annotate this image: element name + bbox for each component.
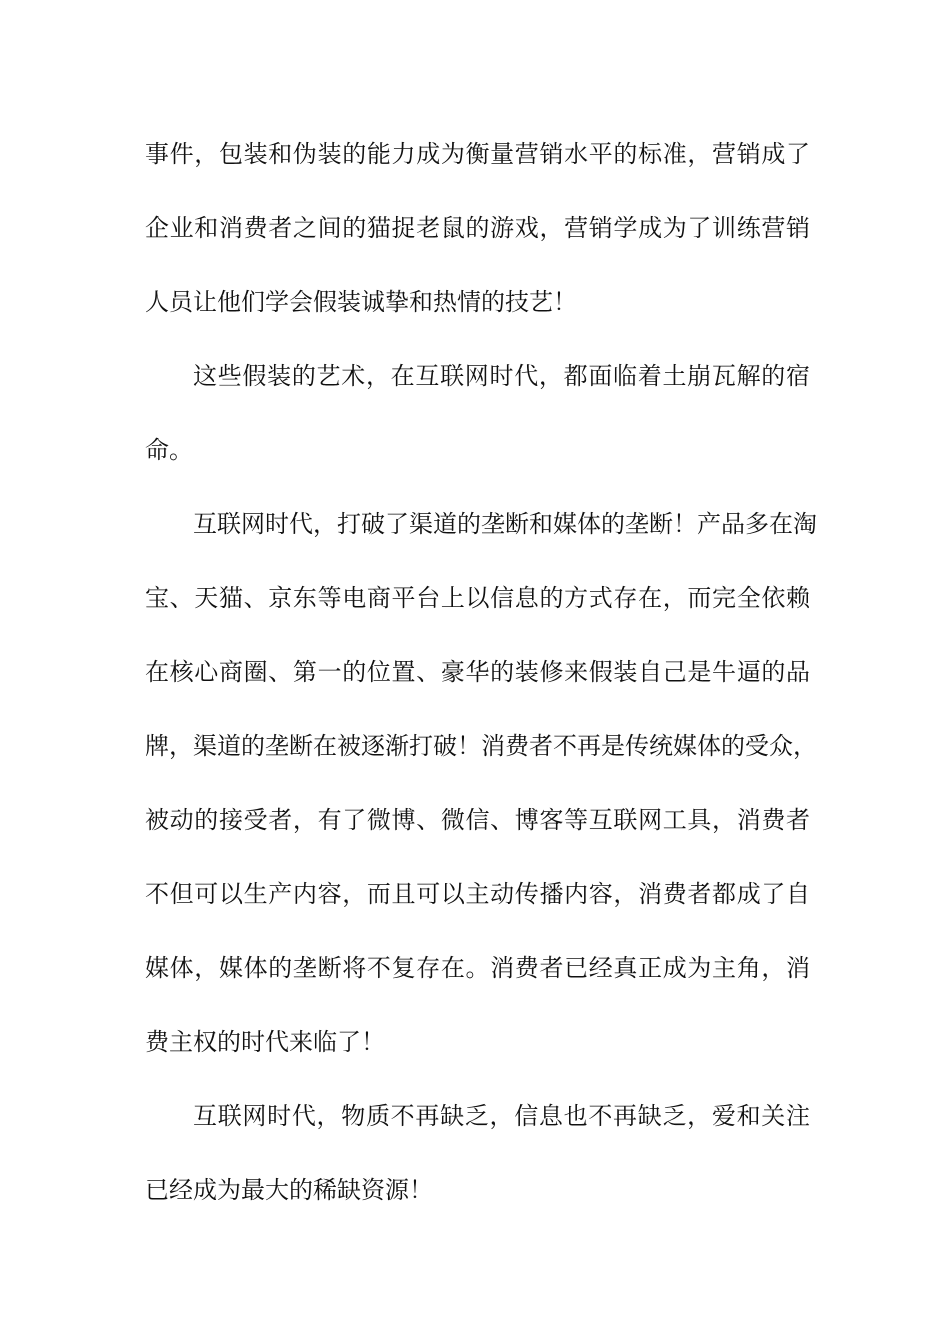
text-line-9: 牌，渠道的垄断在被逐渐打破！消费者不再是传统媒体的受众， [145, 732, 817, 760]
text-line-5: 命。 [145, 436, 193, 464]
text-line-15: 已经成为最大的稀缺资源！ [145, 1176, 433, 1204]
text-line-6: 互联网时代，打破了渠道的垄断和媒体的垄断！产品多在淘 [193, 510, 817, 538]
text-line-4: 这些假装的艺术，在互联网时代，都面临着土崩瓦解的宿 [193, 362, 810, 390]
text-line-8: 在核心商圈、第一的位置、豪华的装修来假装自己是牛逼的品 [145, 658, 810, 686]
text-line-13: 费主权的时代来临了！ [145, 1028, 385, 1056]
text-line-3: 人员让他们学会假装诚挚和热情的技艺！ [145, 288, 577, 316]
text-line-1: 事件，包装和伪装的能力成为衡量营销水平的标准，营销成了 [145, 140, 810, 168]
text-line-14: 互联网时代，物质不再缺乏，信息也不再缺乏，爱和关注 [193, 1102, 810, 1130]
text-line-12: 媒体，媒体的垄断将不复存在。消费者已经真正成为主角，消 [145, 954, 810, 982]
text-line-2: 企业和消费者之间的猫捉老鼠的游戏，营销学成为了训练营销 [145, 214, 810, 242]
body-text [145, 132, 817, 1242]
text-line-10: 被动的接受者，有了微博、微信、博客等互联网工具，消费者 [145, 806, 810, 834]
text-line-7: 宝、天猫、京东等电商平台上以信息的方式存在，而完全依赖 [145, 584, 810, 612]
text-line-11: 不但可以生产内容，而且可以主动传播内容，消费者都成了自 [145, 880, 810, 908]
